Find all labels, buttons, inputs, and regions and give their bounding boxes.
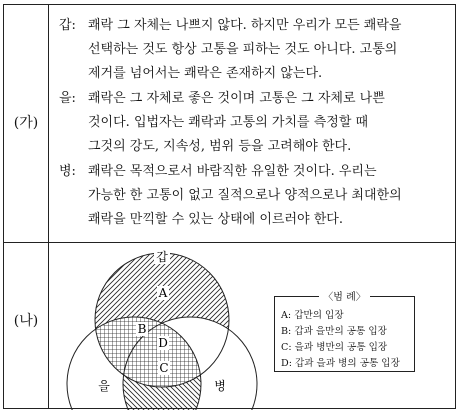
row-label-ga: (가) [13,115,39,131]
statement-byeong-line-2: 가능한 한 고통이 없고 질적으로나 양적으로나 최대한의 [88,188,402,203]
legend-box [274,292,415,372]
legend-item-c: C: 을과 병만의 공통 입장 [281,342,388,353]
statement-eul-line-2: 것이다. 입법자는 쾌락과 고통의 가치를 측정할 때 [88,115,369,130]
statement-eul-line-3: 그것의 강도, 지속성, 범위 등을 고려해야 한다. [88,139,352,154]
statement-gap-line-1: 쾌락 그 자체는 나쁘지 않다. 하지만 우리가 모든 쾌락을 [88,18,402,33]
region-label-d: D [158,336,168,350]
statement-gap-line-2: 선택하는 것도 항상 고통을 피하는 것도 아니다. 고통의 [88,42,398,57]
circle-label-eul: 을 [98,379,110,393]
legend-item-d: D: 갑과 을과 병의 공통 입장 [281,358,400,369]
row-label-na: (나) [13,313,39,329]
speaker-eul: 을: [59,91,76,106]
region-label-b: B [137,322,147,336]
problem-table [3,4,456,409]
statement-byeong-line-1: 쾌락은 목적으로서 바람직한 유일한 것이다. 우리는 [88,164,377,179]
circle-label-gap: 갑 [156,250,168,264]
circle-label-byeong: 병 [214,379,226,393]
region-label-c: C [159,361,169,375]
statement-eul-line-1: 쾌락은 그 자체로 좋은 것이며 고통은 그 자체로 나쁜 [88,91,385,106]
statement-byeong-line-3: 쾌락을 만끽할 수 있는 상태에 이르러야 한다. [88,212,343,227]
legend-item-b: B: 갑과 을만의 공통 입장 [281,326,387,337]
legend-title: 〈범 례〉 [319,292,370,303]
statement-gap-line-3: 제거를 넘어서는 쾌락은 존재하지 않는다. [88,66,323,81]
speaker-byeong: 병: [59,164,76,179]
legend-item-a: A: 갑만의 입장 [281,310,344,321]
region-label-a: A [158,286,168,300]
speaker-gap: 갑: [59,18,76,33]
